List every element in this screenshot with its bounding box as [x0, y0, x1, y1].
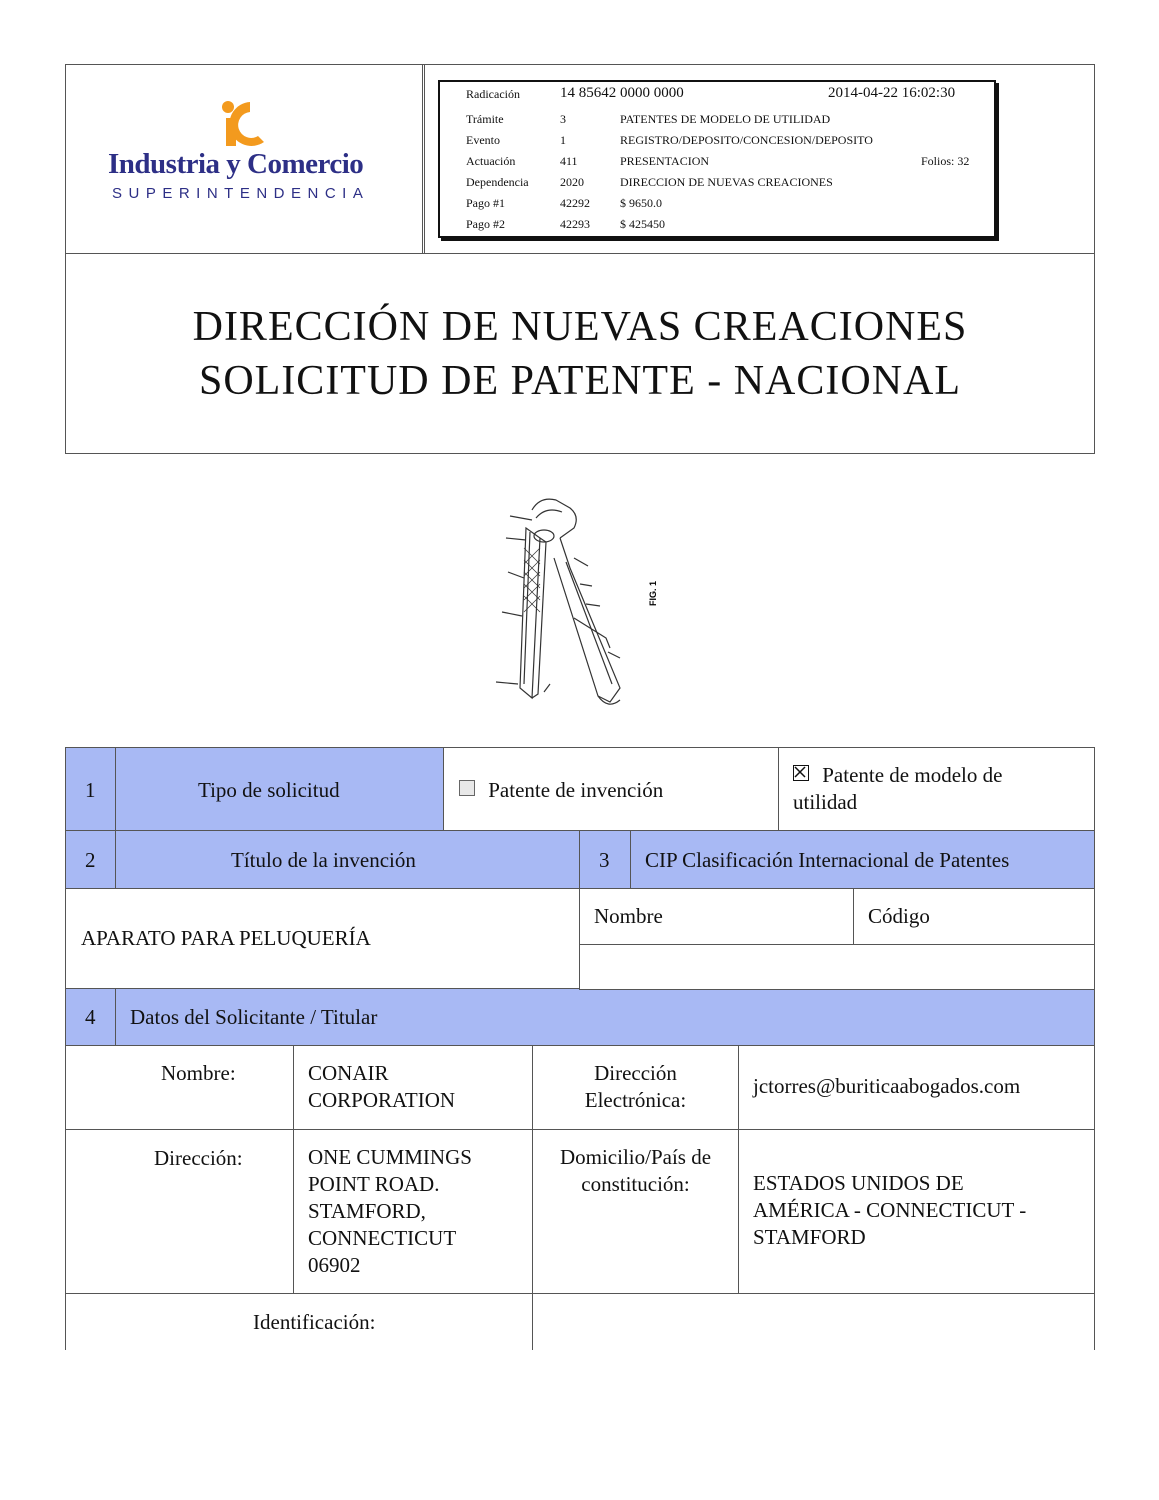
email-value: jctorres@buriticaabogados.com: [753, 1074, 1021, 1098]
sic-logo: [108, 148, 388, 202]
dir-elec-line-2: Electrónica:: [584, 1088, 687, 1112]
document-title: [65, 300, 1095, 408]
dependencia-code: 2020: [560, 175, 584, 189]
actuacion-desc: PRESENTACION: [620, 154, 710, 168]
direccion-value: [308, 1144, 472, 1279]
checked-box-icon[interactable]: [793, 765, 809, 781]
dir-line-5: 06902: [308, 1253, 361, 1277]
dir-line-2: POINT ROAD.: [308, 1172, 440, 1196]
nombre-label: Nombre:: [161, 1061, 236, 1085]
fig-label: FIG. 1: [648, 580, 658, 606]
section-2-number: 2: [85, 848, 96, 872]
logo-name: Industria y Comercio: [108, 148, 364, 180]
tramite-label: Trámite: [466, 112, 504, 126]
patent-drawing-image: [470, 488, 680, 728]
header-vertical-divider: [422, 64, 425, 254]
dependencia-desc: DIRECCION DE NUEVAS CREACIONES: [620, 175, 833, 189]
pais-line-2: AMÉRICA - CONNECTICUT -: [753, 1198, 1027, 1222]
dir-line-1: ONE CUMMINGS: [308, 1145, 472, 1169]
titulo-value: APARATO PARA PELUQUERÍA: [81, 926, 371, 950]
header-divider: [65, 253, 1095, 254]
title-line-2: SOLICITUD DE PATENTE - NACIONAL: [198, 358, 962, 404]
dir-elec-line-1: Dirección: [594, 1061, 677, 1085]
pago1-amount: $ 9650.0: [620, 196, 662, 210]
option-modelo-label-2: utilidad: [793, 790, 858, 814]
folios: Folios: 32: [921, 154, 970, 168]
pais-value: [753, 1170, 1026, 1251]
option-modelo-label-1: Patente de modelo de: [822, 763, 1003, 787]
option-patente-modelo-utilidad[interactable]: [793, 762, 1083, 816]
section-4-number: 4: [85, 1005, 96, 1029]
cip-codigo-header: Código: [868, 904, 930, 928]
direccion-electronica-label: [533, 1060, 738, 1114]
dir-line-4: CONNECTICUT: [308, 1226, 457, 1250]
logo-subtitle: SUPERINTENDENCIA: [112, 185, 370, 202]
section-4-label: Datos del Solicitante / Titular: [130, 1005, 378, 1029]
tramite-code: 3: [560, 112, 566, 126]
evento-desc: REGISTRO/DEPOSITO/CONCESION/DEPOSITO: [620, 133, 873, 147]
unchecked-box-icon[interactable]: [459, 780, 475, 796]
sic-logo-icon: [220, 98, 266, 150]
pago1-label: Pago #1: [466, 196, 505, 210]
pago2-label: Pago #2: [466, 217, 505, 231]
section-2-label: Título de la invención: [231, 848, 416, 872]
pais-line-3: STAMFORD: [753, 1225, 866, 1249]
tramite-desc: PATENTES DE MODELO DE UTILIDAD: [620, 112, 831, 126]
nombre-value-line-2: CORPORATION: [308, 1088, 456, 1112]
actuacion-code: 411: [560, 154, 578, 168]
stamp-timestamp: 2014-04-22 16:02:30: [828, 85, 956, 101]
domicilio-line-1: Domicilio/País de: [559, 1145, 712, 1169]
identificacion-label: Identificación:: [253, 1310, 376, 1334]
pago2-amount: $ 425450: [620, 217, 665, 231]
dependencia-label: Dependencia: [466, 175, 529, 189]
evento-code: 1: [560, 133, 566, 147]
domicilio-label: [533, 1144, 738, 1198]
actuacion-label: Actuación: [466, 154, 516, 168]
pago1-code: 42292: [560, 196, 590, 210]
option-invencion-label: Patente de invención: [488, 778, 664, 802]
pago2-code: 42293: [560, 217, 590, 231]
section-1-number: 1: [85, 778, 96, 802]
radicacion-label: Radicación: [466, 87, 520, 101]
filing-stamp: [438, 80, 996, 238]
direccion-label: Dirección:: [154, 1146, 243, 1170]
title-line-1: DIRECCIÓN DE NUEVAS CREACIONES: [192, 304, 968, 350]
pais-line-1: ESTADOS UNIDOS DE: [753, 1171, 964, 1195]
option-patente-invencion[interactable]: [459, 778, 663, 803]
section-3-number: 3: [599, 848, 610, 872]
section-1-label: Tipo de solicitud: [198, 778, 340, 802]
nombre-value-line-1: CONAIR: [308, 1061, 389, 1085]
section-3-label: CIP Clasificación Internacional de Patentes: [645, 848, 1010, 872]
nombre-value: [308, 1060, 455, 1114]
cip-nombre-header: Nombre: [594, 904, 663, 928]
evento-label: Evento: [466, 133, 500, 147]
radicacion-value: 14 85642 0000 0000: [560, 85, 684, 101]
dir-line-3: STAMFORD,: [308, 1199, 426, 1223]
domicilio-line-2: constitución:: [581, 1172, 690, 1196]
